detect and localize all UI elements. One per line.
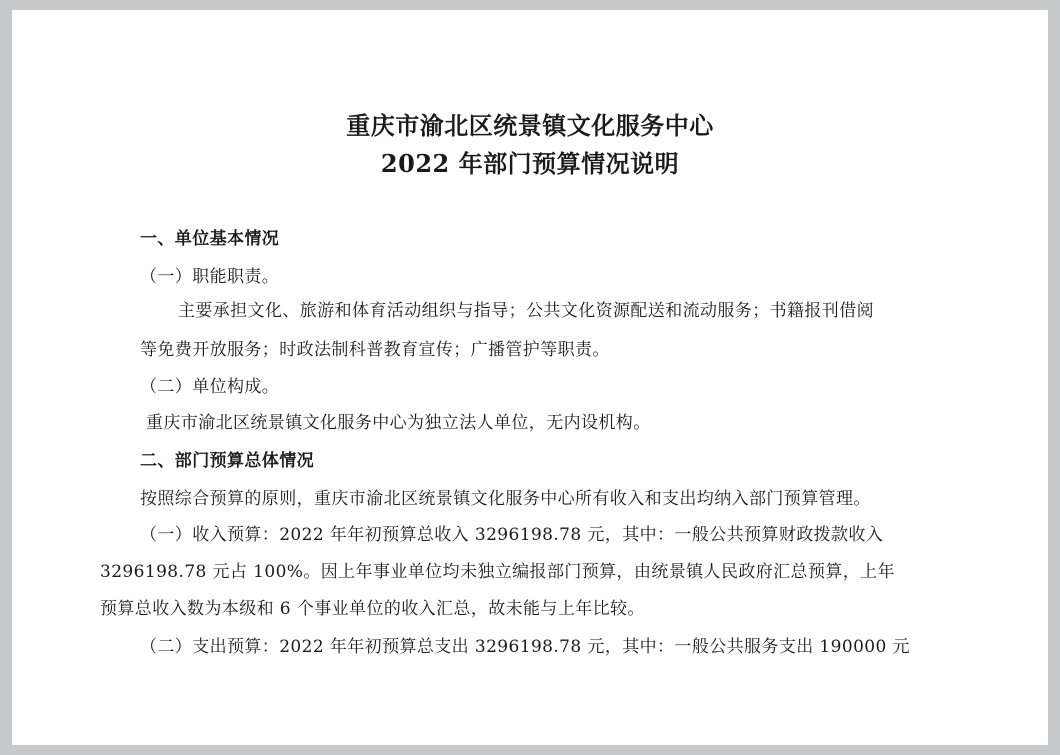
- income-budget-line3: 预算总收入数为本级和 6 个事业单位的收入汇总，故未能与上年比较。: [100, 599, 645, 619]
- section1-subheading-duties: （一）职能职责。: [140, 267, 280, 287]
- document-title: 重庆市渝北区统景镇文化服务中心: [346, 111, 714, 140]
- budget-principle-paragraph: 按照综合预算的原则，重庆市渝北区统景镇文化服务中心所有收入和支出均纳入部门预算管理。: [140, 489, 871, 509]
- income-budget-line1: （一）收入预算：2022 年年初预算总收入 3296198.78 元，其中：一般公共预算财政拨款收入: [140, 525, 884, 545]
- duties-paragraph-line2: 等免费开放服务；时政法制科普教育宣传；广播管护等职责。: [140, 340, 610, 360]
- section1-subheading-composition: （二）单位构成。: [140, 377, 280, 397]
- document-page: [12, 10, 1048, 745]
- composition-paragraph: 重庆市渝北区统景镇文化服务中心为独立法人单位，无内设机构。: [146, 413, 651, 433]
- section1-heading: 一、单位基本情况: [140, 229, 280, 249]
- expense-budget-line1: （二）支出预算：2022 年年初预算总支出 3296198.78 元，其中：一般公共服务支出 190000 元: [140, 637, 910, 657]
- document-subtitle: 2022 年部门预算情况说明: [380, 149, 680, 178]
- income-budget-line2: 3296198.78 元占 100%。因上年事业单位均未独立编报部门预算，由统景镇人民政府汇总预算，上年: [100, 562, 895, 582]
- duties-paragraph-line1: 主要承担文化、旅游和体育活动组织与指导；公共文化资源配送和流动服务；书籍报刊借阅: [178, 301, 874, 321]
- section2-heading: 二、部门预算总体情况: [140, 451, 314, 471]
